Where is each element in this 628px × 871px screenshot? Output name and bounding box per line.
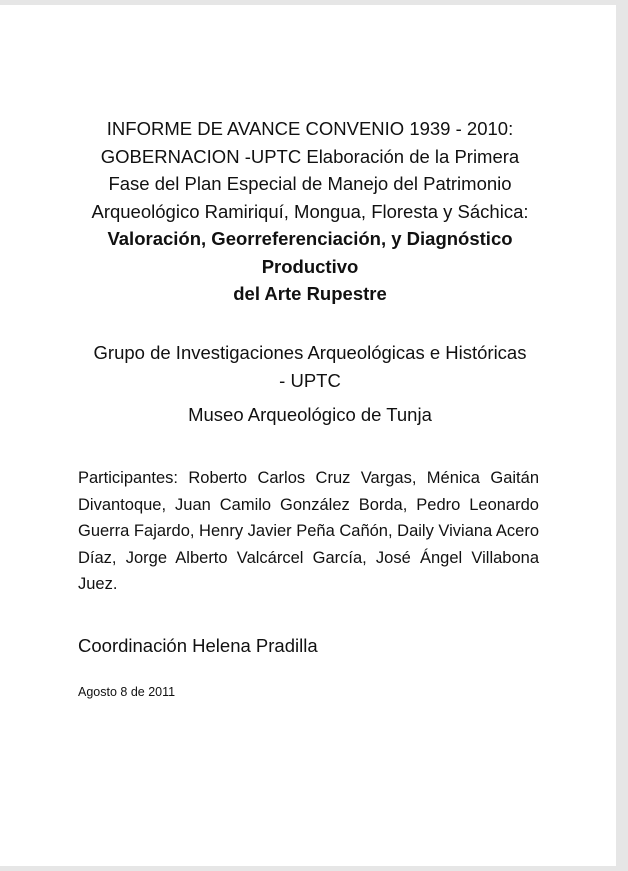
participants-paragraph: Participantes: Roberto Carlos Cruz Vargas, Ménica Gaitán Divantoque, Juan Camilo González Borda, Pedro Leonardo Guerra Fajardo, Henry Javier Peña Cañón, Daily Viviana Acero Díaz, Jorge Alberto Valcárcel García, José Ángel Villabona Juez. xyxy=(78,469,540,593)
title-line-bold: Valoración, Georreferenciación, y Diagnóstico xyxy=(107,228,513,249)
title-line-bold: del Arte Rupestre xyxy=(233,283,387,304)
document-page xyxy=(0,5,622,866)
title-line: INFORME DE AVANCE CONVENIO 1939 - 2010: xyxy=(106,118,514,139)
research-group-line: - UPTC xyxy=(279,369,341,391)
report-date: Agosto 8 de 2011 xyxy=(78,685,176,699)
coordination-line: Coordinación Helena Pradilla xyxy=(78,635,318,656)
title-line-bold: Productivo xyxy=(261,255,359,277)
title-line: Fase del Plan Especial de Manejo del Patrimonio xyxy=(108,173,512,194)
research-group-line: Grupo de Investigaciones Arqueológicas e Históricas xyxy=(93,342,527,363)
title-line: Arqueológico Ramiriquí, Mongua, Floresta y Sáchica: xyxy=(91,200,529,222)
research-group xyxy=(60,339,560,394)
title-line: GOBERNACION -UPTC Elaboración de la Primera xyxy=(100,145,520,167)
museum-name: Museo Arqueológico de Tunja xyxy=(188,404,432,425)
report-title xyxy=(60,115,560,308)
